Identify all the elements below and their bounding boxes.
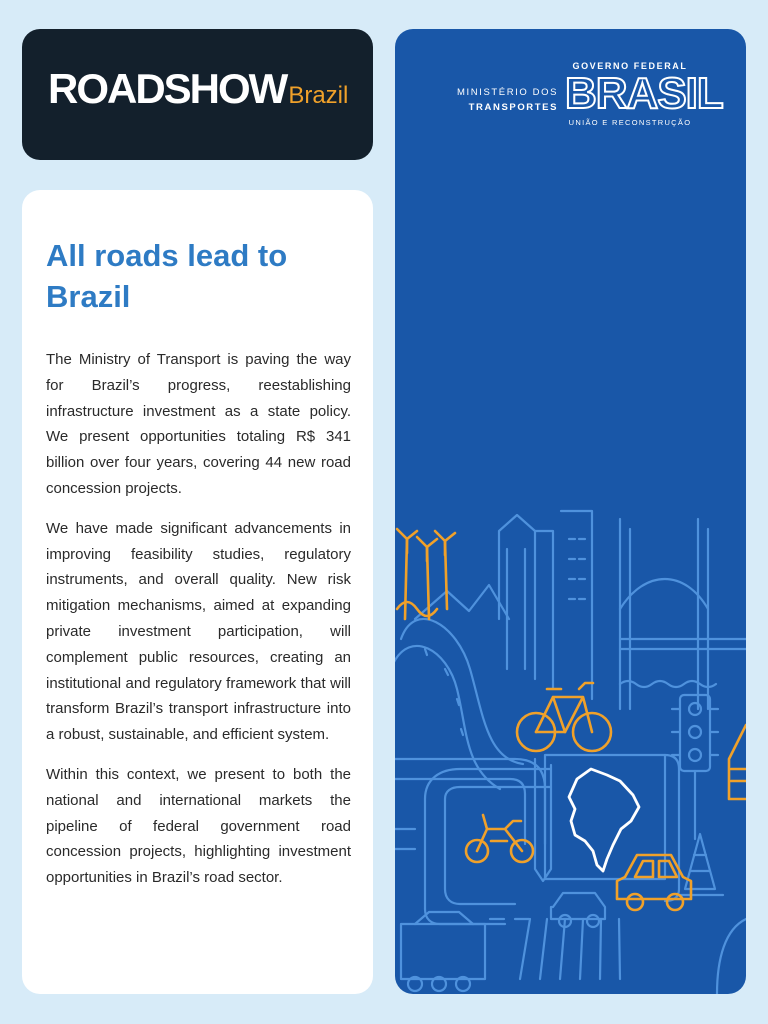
brasil-wordmark: BRASIL [565,69,723,118]
city-skyline [415,511,746,709]
logo-sub: Brazil [288,82,349,109]
roadshow-logo [48,65,348,113]
winding-road [395,619,523,789]
wind-turbine-icon [397,529,455,619]
uniao-label: UNIÃO E RECONSTRUÇÃO [568,118,692,127]
article-title: All roads lead to Brazil [46,238,288,314]
paragraph: Within this context, we present to both the national and international markets the pipeline of federal government road concession projects, highlighting investment opportunities in Brazil’s road sector. [46,765,351,887]
house-icon [729,725,746,799]
paragraph: We have made significant advancements in improving feasibility studies, regulatory instruments, and overall quality. New risk mitigation mechanisms, aimed at expanding private investment participation, will complement public resources, creating an institutional and regulatory framework that will transform Brazil’s transport infrastructure into a robust, sustainable, and efficient system. [46,519,351,744]
truck-icon [401,912,485,991]
brazil-map-icon [569,769,639,871]
ministry-line-2: TRANSPORTES [468,102,559,113]
crosswalk [520,919,620,979]
header-card [22,29,373,160]
paragraph: The Ministry of Transport is paving the way for Brazil’s progress, reestablishing infrastructure investment as a state policy. We present opportunities totaling R$ 341 billion over four years, covering 44 new road concession projects. [46,351,351,497]
article-body [46,347,351,905]
article-card [22,190,373,994]
road-curve [717,919,746,994]
motorcycle-icon [466,815,533,862]
gov-federal-label: GOVERNO FEDERAL [572,61,688,71]
brasil-logo [565,61,723,127]
traffic-cone-icon [677,834,723,895]
map-scroll [535,755,679,901]
ministry-label [457,85,558,115]
car-outline-icon [551,893,605,927]
transport-illustration [395,499,746,994]
bicycle-icon [517,683,611,751]
brand-panel [395,29,746,994]
ministry-line-1: MINISTÉRIO DOS [457,87,559,98]
logo-main: ROADSHOW [48,65,287,112]
